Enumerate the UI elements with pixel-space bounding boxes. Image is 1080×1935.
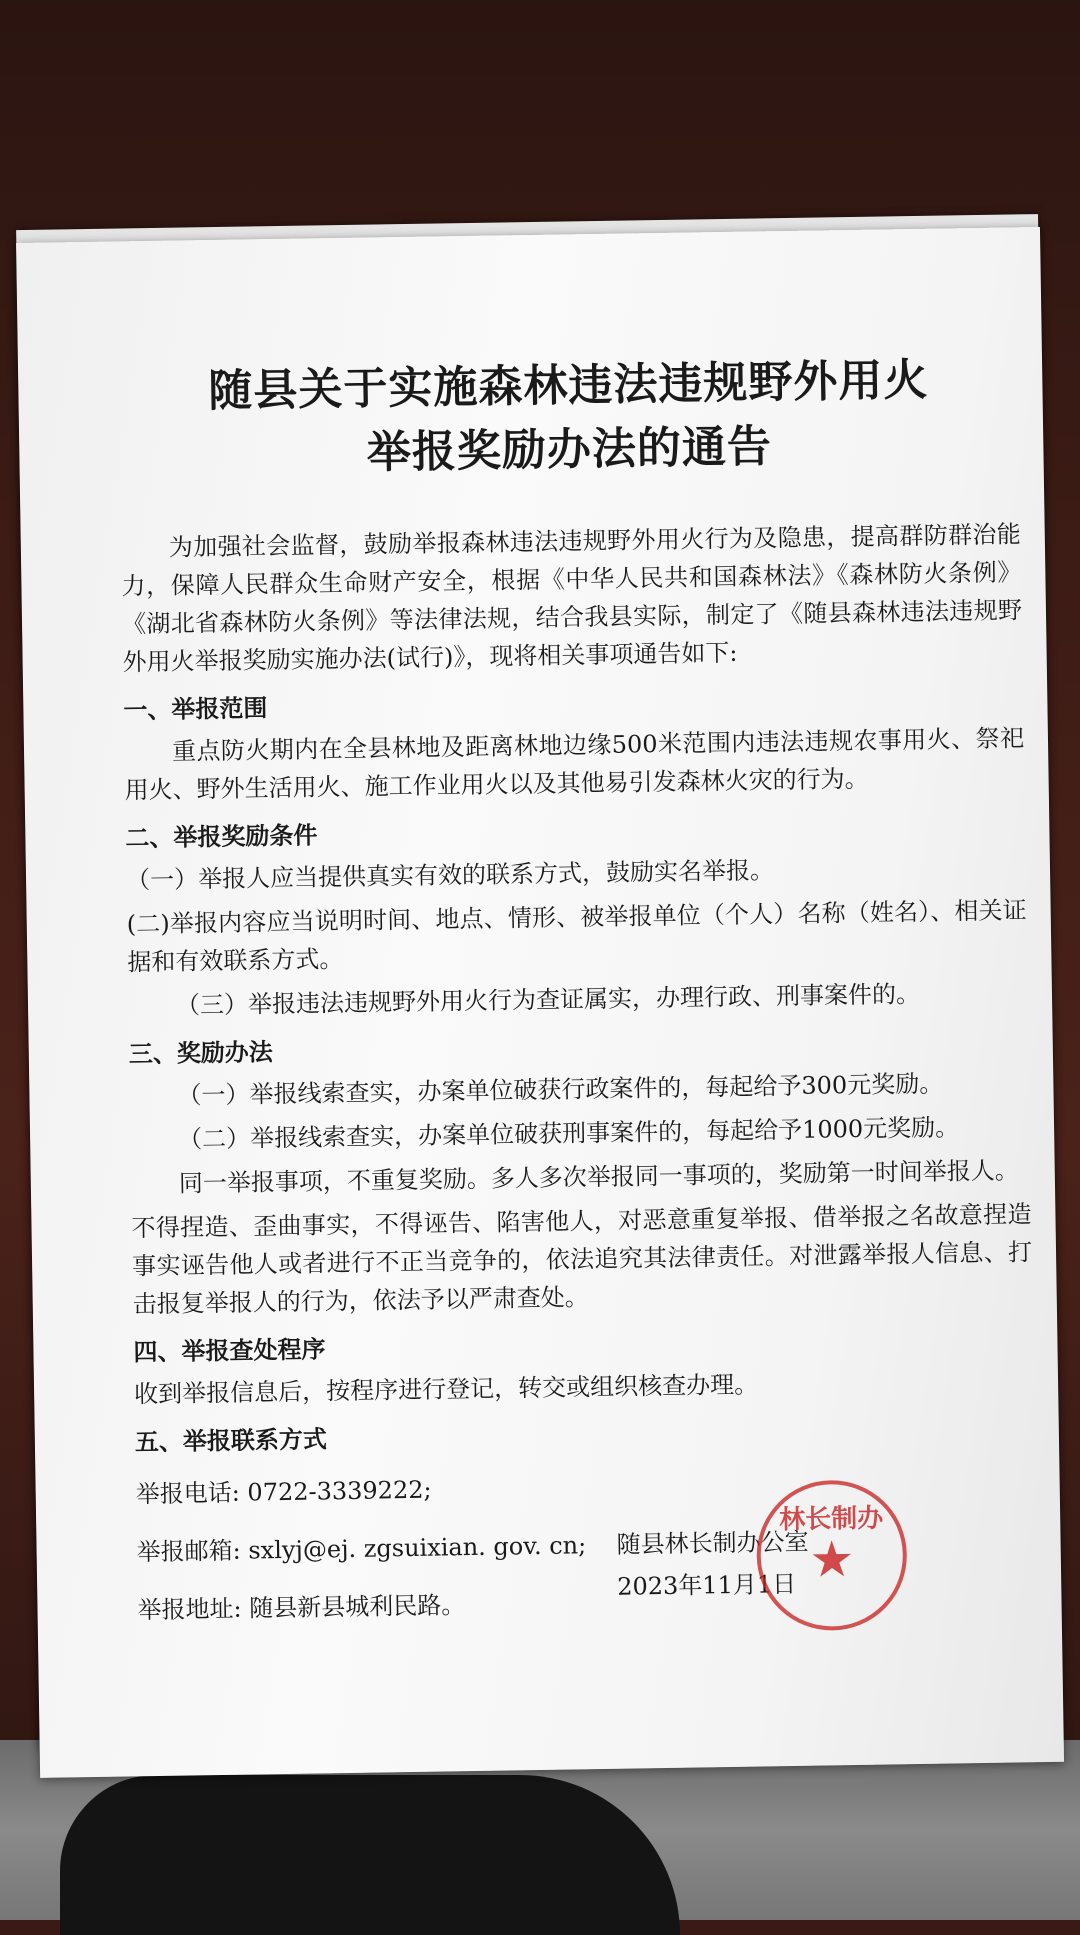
section-3-text-1: 同一举报事项，不重复奖励。多人多次举报同一事项的，奖励第一时间举报人。 (178, 1156, 1019, 1198)
section-2-heading: 二、举报奖励条件 (125, 821, 318, 853)
contact-phone: 举报电话: 0722-3339222; (135, 1475, 432, 1509)
section-3-text-2: 不得捏造、歪曲事实，不得诬告、陷害他人，对恶意重复举报、借举报之名故意捏造事实诬告他人或者进行不正当竞争的，依法追究其法律责任。对泄露举报人信息、打击报复举报人的行为，依法予以严肃查处。 (131, 1200, 1033, 1319)
seal-text: 林长制办 (778, 1503, 884, 1536)
section-5-heading: 五、举报联系方式 (134, 1425, 328, 1457)
section-3-heading: 三、奖励办法 (128, 1038, 274, 1069)
lap-shadow (60, 1775, 680, 1935)
signature-org: 随县林长制办公室 (616, 1527, 809, 1559)
section-1-text: 重点防火期内在全县林地及距离林地边缘500米范围内违法违规农事用火、祭祀用火、野外生活用火、施工作业用火以及其他易引发森林火灾的行为。 (124, 724, 1025, 805)
section-1-heading: 一、举报范围 (123, 694, 268, 725)
title-line-1: 随县关于实施森林违法违规野外用火 (208, 354, 929, 418)
signature-date: 2023年11月1日 (617, 1569, 797, 1601)
section-2-item-2: (二)举报内容应当说明时间、地点、情形、被举报单位（个人）名称（姓名）、相关证据和有效联系方式。 (126, 896, 1027, 977)
seal-star-icon: ★ (808, 1530, 855, 1589)
section-3-item-2: （二）举报线索查实，办案单位破获刑事案件的，每起给予1000元奖励。 (177, 1113, 960, 1154)
title-line-2: 举报奖励办法的通告 (366, 421, 773, 479)
section-3-item-1: （一）举报线索查实，办案单位破获行政案件的，每起给予300元奖励。 (177, 1069, 944, 1110)
contact-email: 举报邮箱: sxlyj@ej. zgsuixian. gov. cn; (136, 1531, 587, 1567)
notice-title (118, 347, 1020, 489)
intro-paragraph: 为加强社会监督，鼓励举报森林违法违规野外用火行为及隐患，提高群防群治能力，保障人民群众生命财产安全，根据《中华人民共和国森林法》《森林防火条例》《湖北省森林防火条例》等法律法规，结合我县实际，制定了《随县森林违法违规野外用火举报奖励实施办法(试行)》，现将相关事项通告如下: (121, 520, 1023, 677)
section-2-item-3: （三）举报违法违规野外用火行为查证属实，办理行政、刑事案件的。 (175, 979, 921, 1020)
section-2-item-1: （一）举报人应当提供真实有效的联系方式，鼓励实名举报。 (125, 856, 775, 895)
notice-paper (16, 227, 1064, 1778)
section-4-heading: 四、举报查处程序 (133, 1335, 326, 1367)
section-4-text: 收到举报信息后，按程序进行登记，转交或组织核查办理。 (133, 1370, 759, 1409)
notice-content (118, 347, 1038, 1639)
contact-address: 举报地址: 随县新县城利民路。 (137, 1591, 466, 1625)
